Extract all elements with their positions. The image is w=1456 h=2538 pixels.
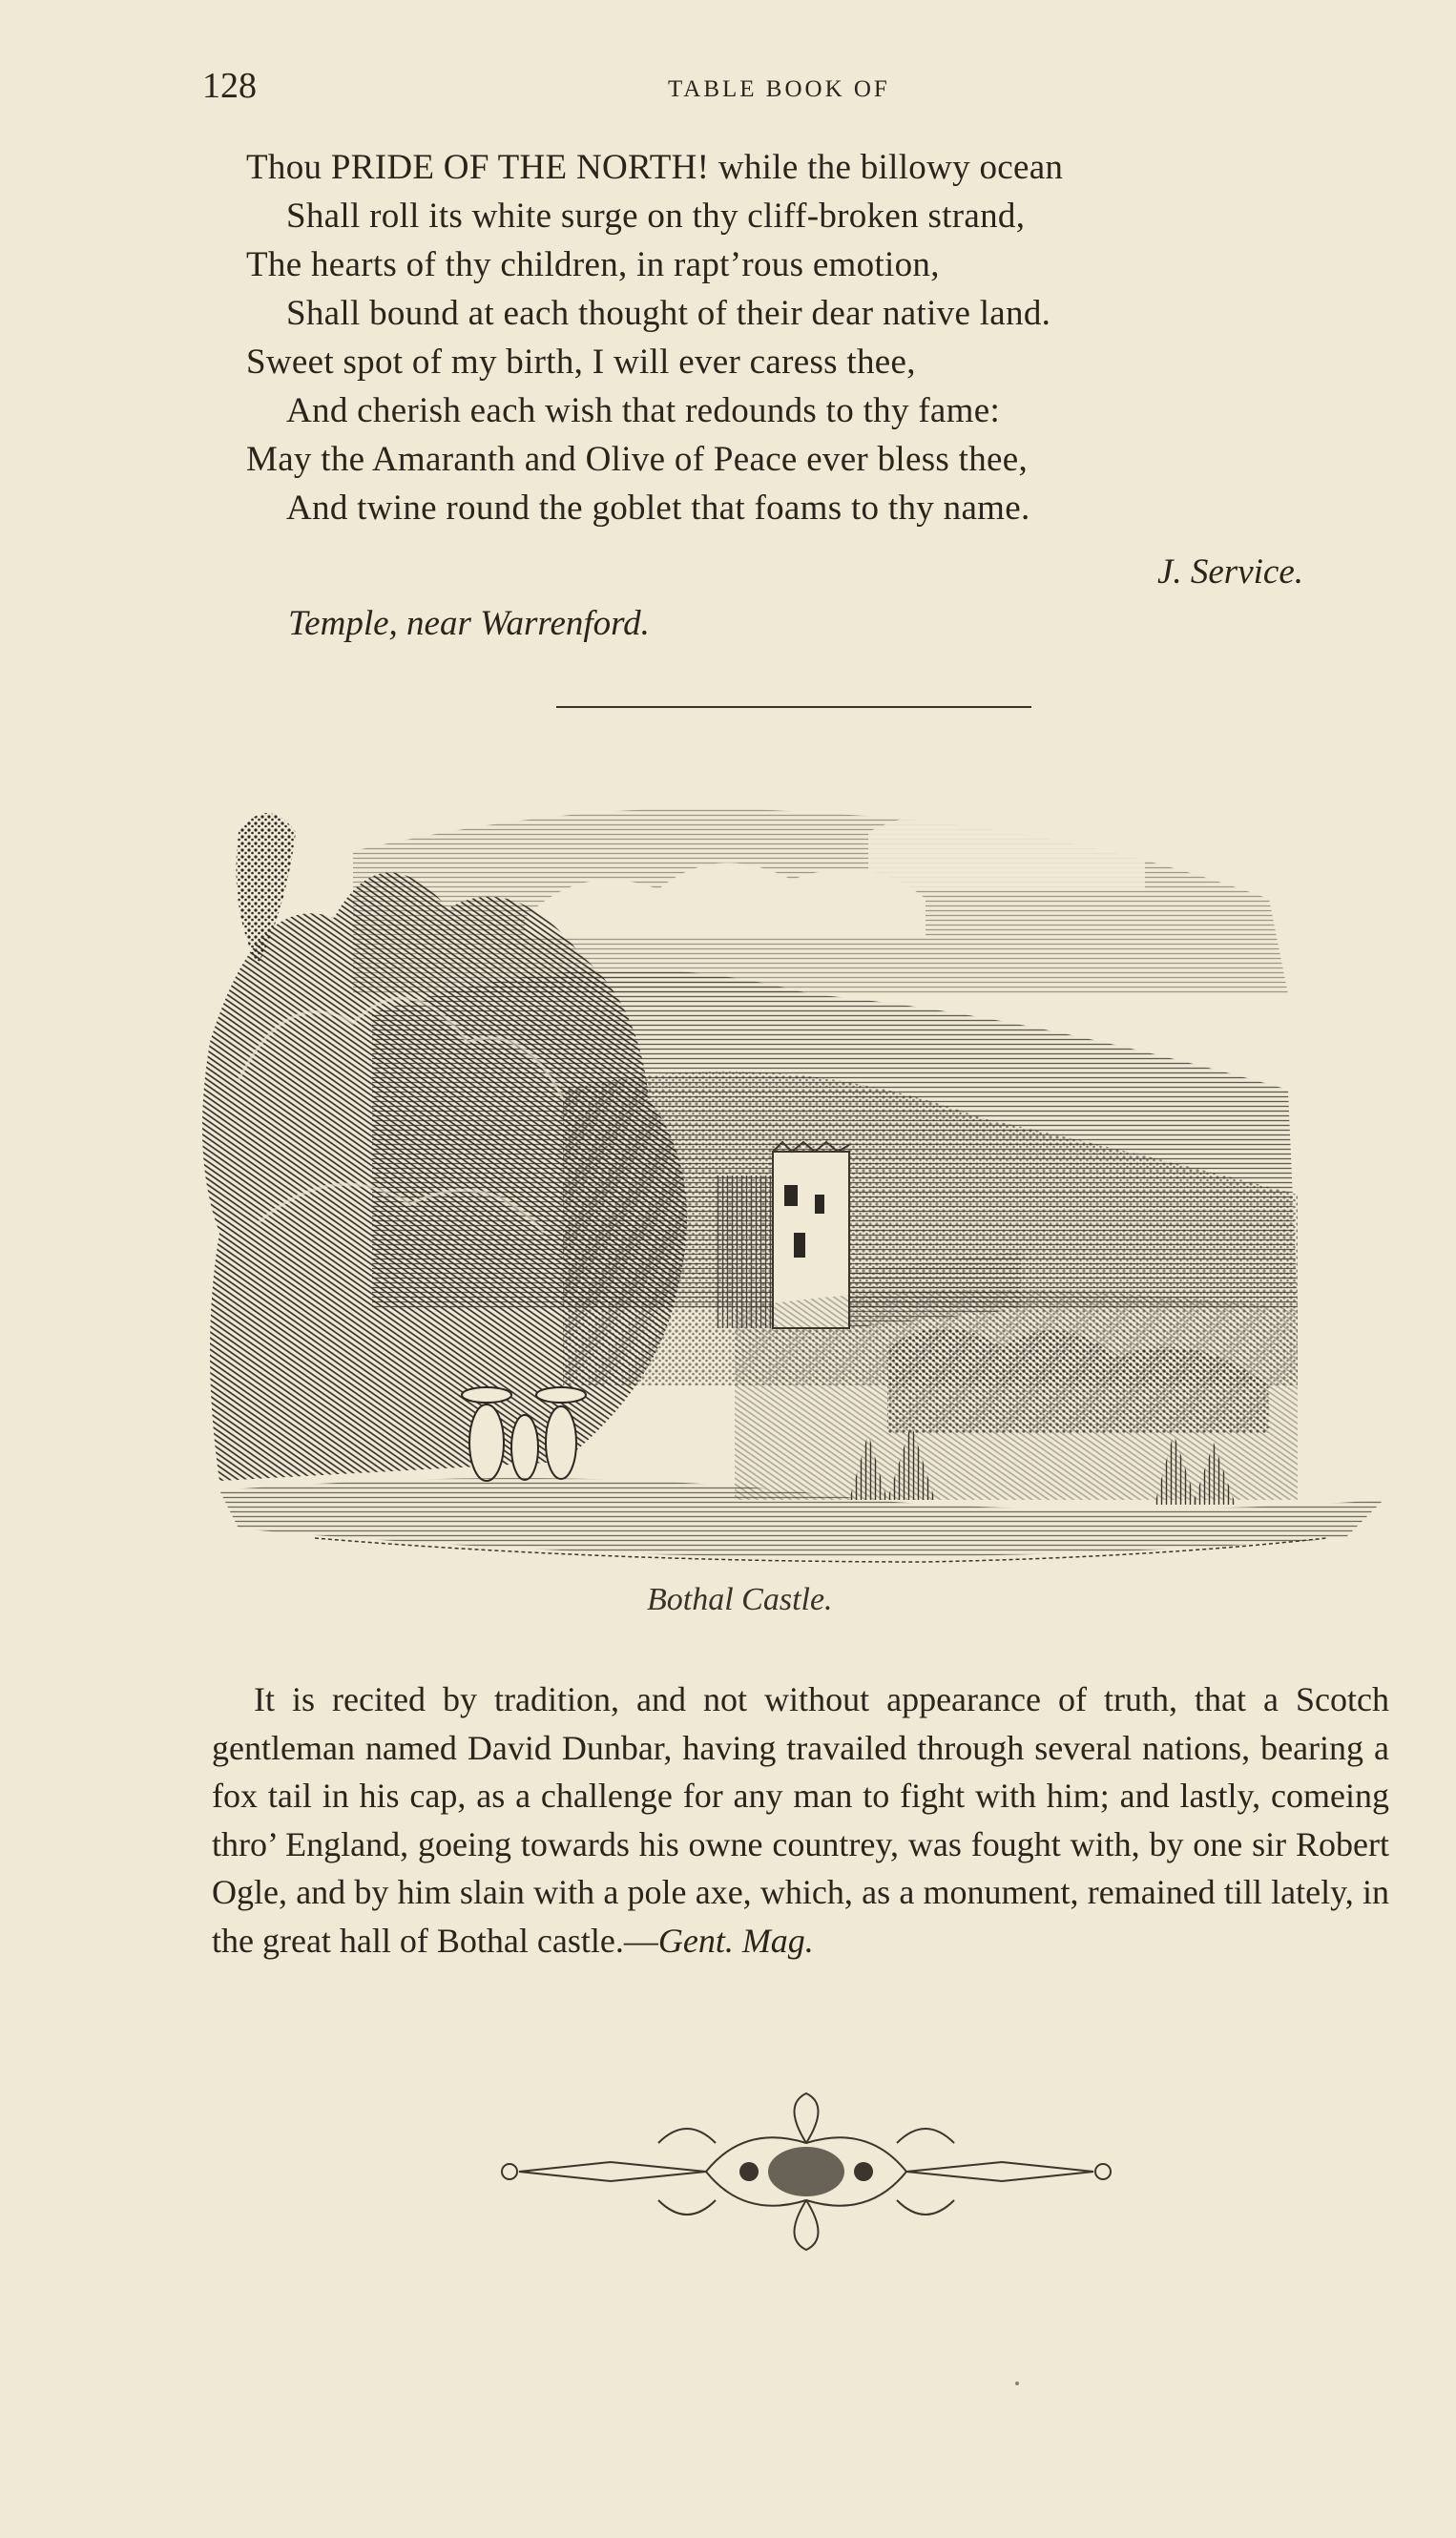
print-speck: [1015, 2382, 1019, 2385]
figure: [511, 1415, 538, 1480]
poem: [246, 143, 1362, 532]
poem-line: The hearts of thy children, in rapt’rous emotion,: [246, 245, 940, 284]
decorative-tailpiece-ornament: [496, 2086, 1116, 2257]
paragraph: [212, 1675, 1389, 1965]
figure: [546, 1406, 576, 1479]
running-head: [0, 65, 1456, 113]
figure: [469, 1404, 504, 1481]
poem-line: And twine round the goblet that foams to thy name.: [286, 489, 1030, 528]
page-number: 128: [202, 66, 257, 106]
poem-location: Temple, near Warrenford.: [288, 604, 650, 643]
poem-line: Shall roll its white surge on thy cliff-broken strand,: [286, 197, 1026, 236]
running-title: TABLE BOOK OF: [668, 76, 890, 102]
poem-signature: J. Service.: [1156, 552, 1303, 592]
poem-line: Thou PRIDE OF THE NORTH! while the billowy ocean: [246, 148, 1064, 187]
poem-line: Sweet spot of my birth, I will ever caress thee,: [246, 343, 916, 382]
poem-line: And cherish each wish that redounds to thy fame:: [286, 391, 1001, 430]
prose-paragraph: [212, 1675, 1389, 1965]
citation: Gent. Mag.: [657, 1921, 814, 1960]
section-divider: [556, 706, 1031, 708]
illustration-caption: Bothal Castle.: [647, 1582, 833, 1617]
poem-line: Shall bound at each thought of their dear native land.: [286, 294, 1051, 333]
cloud: [868, 813, 1145, 889]
paragraph-text: It is recited by tradition, and not without appearance of truth, that a Scotch gentleman named David Dunbar, having travailed through several nations, bearing a fox tail in his cap, as a challenge for any man to fight with him; and lastly, comeing thro’ England, goeing towards his owne countrey, was fought with, by one sir Robert Ogle, and by him slain with a pole axe, which, as a monument, remained till lately, in the great hall of Bothal castle.—: [212, 1680, 1389, 1960]
poem-line: May the Amaranth and Olive of Peace ever bless thee,: [246, 440, 1029, 479]
bothal-castle-engraving: [200, 775, 1383, 1626]
